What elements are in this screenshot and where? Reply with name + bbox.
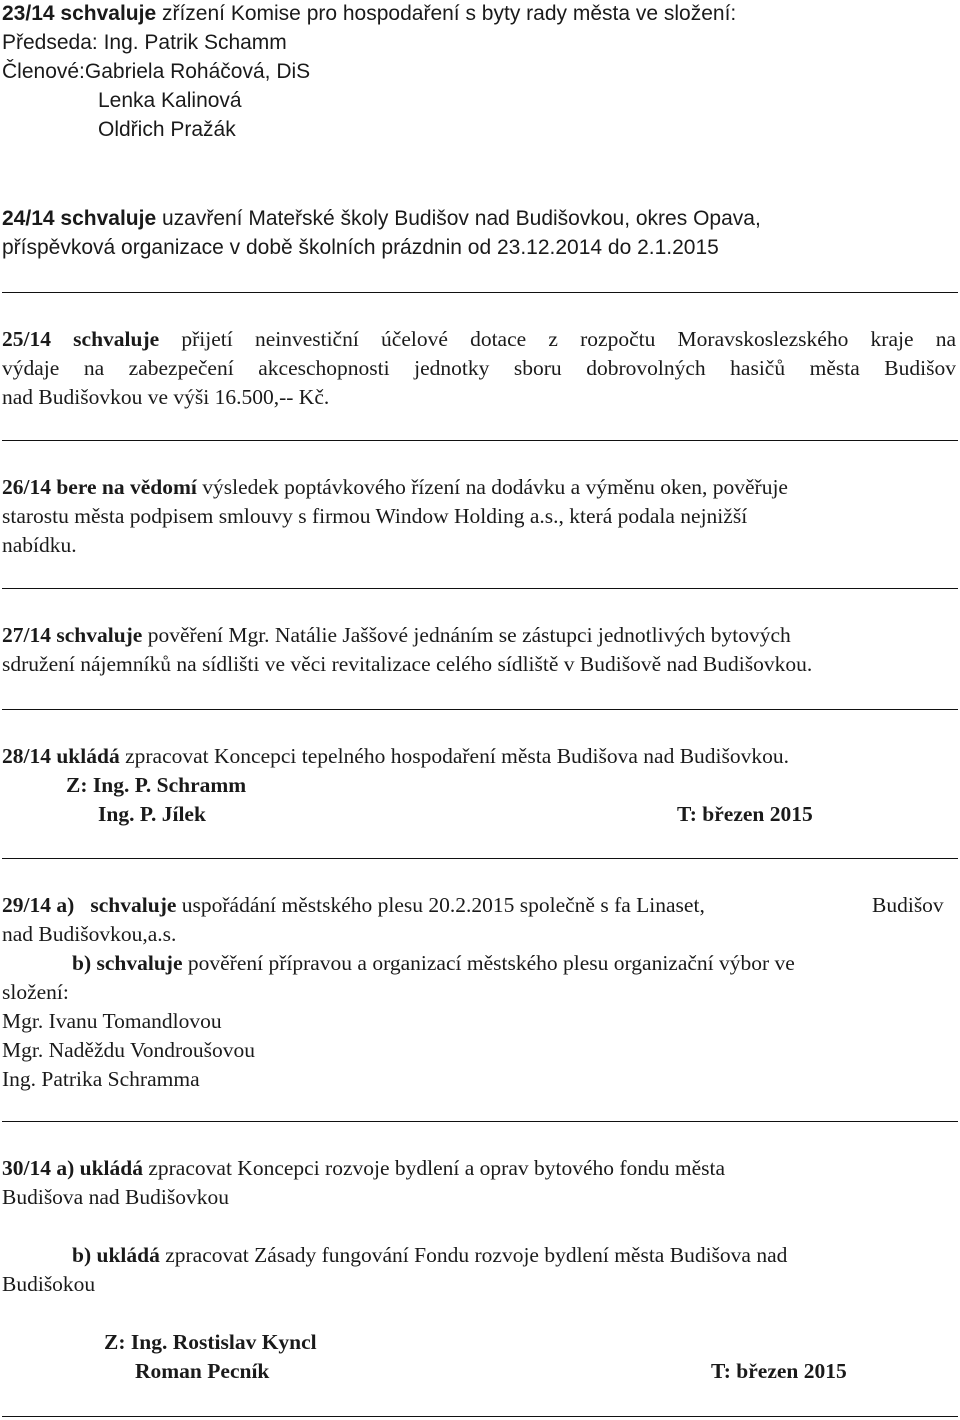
resolution-29a-heading [2,895,705,917]
resolution-30b-heading [72,1245,787,1267]
resolution-text: příspěvková organizace v době školních prázdnin od 23.12.2014 do 2.1.2015 [2,236,719,259]
resolution-text: sdružení nájemníků na sídlišti ve věci revitalizace celého sídliště v Budišově nad Budišovkou. [2,652,813,676]
resolution-lead: 29/14 a) [2,893,75,917]
resolution-text: uzavření Mateřské školy Budišov nad Budišovkou, okres Opava, [156,207,761,230]
resolution-text: nad Budišovkou,a.s. [2,922,177,946]
resolution-30a-heading [2,1158,725,1180]
committee-member: Ing. Patrika Schramma [2,1067,200,1091]
resolution-text: zpracovat Koncepci rozvoje bydlení a oprav bytového fondu města [142,1156,726,1180]
resolution-lead: b) schvaluje [72,951,183,975]
separator-rule [2,1416,958,1417]
responsible-person: Z: Ing. P. Schramm [66,773,247,797]
resolution-verb: schvaluje [60,207,157,230]
commission-member: Oldřich Pražák [98,118,236,141]
deadline: T: březen 2015 [711,1359,847,1383]
resolution-text: pověření Mgr. Natálie Jaššové jednáním se zástupci jednotlivých bytových [142,623,791,647]
resolution-verb: schvaluje [90,893,177,917]
resolution-lead: b) ukládá [72,1243,160,1267]
resolution-text: zpracovat Zásady fungování Fondu rozvoje bydlení města Budišova nad [159,1243,788,1267]
resolution-text: starostu města podpisem smlouvy s firmou Window Holding a.s., která podala nejnižší [2,504,748,528]
commission-member: Členové:Gabriela Roháčová, DiS [2,60,311,83]
resolution-text: zpracovat Koncepci tepelného hospodaření města Budišova nad Budišovkou. [119,744,790,768]
resolution-lead: 28/14 ukládá [2,744,120,768]
responsible-person: Z: Ing. Rostislav Kyncl [104,1330,317,1354]
resolution-text: nad Budišovkou ve výši 16.500,-- Kč. [2,385,330,409]
resolution-lead: 25/14 schvaluje [2,327,160,351]
resolution-number: 24/14 [2,207,55,230]
resolution-lead: 27/14 schvaluje [2,623,143,647]
separator-rule [2,440,958,441]
separator-rule [2,292,958,293]
resolution-29b-heading [72,953,795,975]
responsible-person: Ing. P. Jílek [98,802,206,826]
responsible-person: Roman Pecník [135,1359,270,1383]
commission-member: Lenka Kalinová [98,89,242,112]
committee-member: Mgr. Naděždu Vondroušovou [2,1038,256,1062]
separator-rule [2,588,958,589]
resolution-text: přijetí neinvestiční účelové dotace z rozpočtu Moravskoslezského kraje na [181,327,956,351]
resolution-text: výsledek poptávkového řízení na dodávku a výměnu oken, pověřuje [196,475,788,499]
resolution-text: pověření přípravou a organizací městského plesu organizační výbor ve [182,951,795,975]
separator-rule [2,858,958,859]
resolution-text: Budišokou [2,1272,96,1296]
resolution-28-heading [2,746,789,768]
resolution-24-heading [2,208,761,229]
resolution-text: Budišov [872,893,944,917]
separator-rule [2,709,958,710]
resolution-text: výdaje na zabezpečení akceschopnosti jednotky sboru dobrovolných hasičů města Budišov [2,356,956,380]
committee-member: Mgr. Ivanu Tomandlovou [2,1009,222,1033]
resolution-verb: schvaluje [60,2,157,25]
resolution-text: uspořádání městského plesu 20.2.2015 společně s fa Linaset, [176,893,705,917]
separator-rule [2,1121,958,1122]
resolution-text: Budišova nad Budišovkou [2,1185,229,1209]
resolution-text: složení: [2,980,69,1004]
resolution-lead: 26/14 bere na vědomí [2,475,197,499]
resolution-text: nabídku. [2,533,77,557]
resolution-number: 23/14 [2,2,55,25]
resolution-23-heading [2,3,736,24]
resolution-27-heading [2,625,791,647]
resolution-text: zřízení Komise pro hospodaření s byty rady města ve složení: [156,2,737,25]
resolution-26-heading [2,477,788,499]
resolution-lead: 30/14 a) ukládá [2,1156,143,1180]
deadline: T: březen 2015 [677,802,813,826]
commission-chair: Předseda: Ing. Patrik Schamm [2,31,287,54]
resolution-25-heading [2,329,956,351]
